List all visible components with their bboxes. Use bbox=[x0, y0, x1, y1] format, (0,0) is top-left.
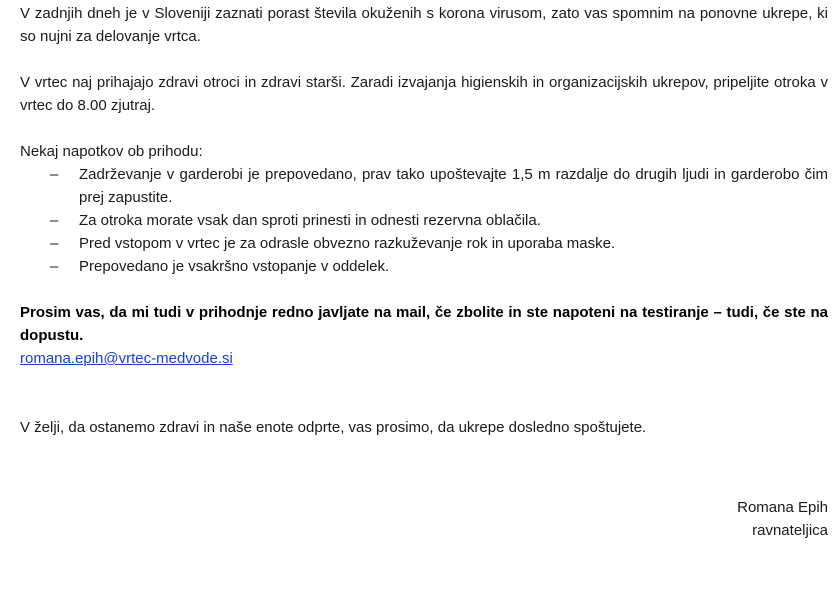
signature-title: ravnateljica bbox=[752, 522, 828, 539]
letter-body bbox=[20, 2, 828, 439]
list-item-text: Pred vstopom v vrtec je za odrasle obvezno razkuževanje rok in uporaba maske. bbox=[79, 235, 616, 252]
signature-name: Romana Epih bbox=[737, 499, 828, 516]
list-item-text: Za otroka morate vsak dan sproti prinesti in odnesti rezervna oblačila. bbox=[79, 212, 541, 229]
dash-bullet: – bbox=[50, 235, 59, 252]
list-item bbox=[20, 232, 828, 255]
dash-bullet: – bbox=[50, 166, 59, 183]
intro-paragraph: V zadnjih dneh je v Sloveniji zaznati porast števila okuženih s korona virusom, zato vas spomnim na ponovne ukrepe, ki so nujni za delovanje vrtca. bbox=[20, 5, 828, 45]
email-link[interactable]: romana.epih@vrtec-medvode.si bbox=[20, 350, 233, 367]
dash-bullet: – bbox=[50, 212, 59, 229]
list-item-text: Prepovedano je vsakršno vstopanje v oddelek. bbox=[79, 258, 390, 275]
list-item bbox=[20, 255, 828, 278]
list-item bbox=[20, 209, 828, 232]
signature-block bbox=[737, 496, 828, 542]
list-item bbox=[20, 163, 828, 209]
closing-paragraph: V želji, da ostanemo zdravi in naše enote odprte, vas prosimo, da ukrepe dosledno spoštujete. bbox=[20, 419, 647, 436]
arrival-paragraph: V vrtec naj prihajajo zdravi otroci in zdravi starši. Zaradi izvajanja higienskih in organizacijskih ukrepov, pripeljite otroka v vrtec do 8.00 zjutraj. bbox=[20, 74, 828, 114]
list-item-text: Zadrževanje v garderobi je prepovedano, prav tako upoštevajte 1,5 m razdalje do drugih ljudi in garderobo čim prej zapustite. bbox=[79, 166, 828, 206]
list-heading: Nekaj napotkov ob prihodu: bbox=[20, 143, 203, 160]
dash-bullet: – bbox=[50, 258, 59, 275]
bold-notice: Prosim vas, da mi tudi v prihodnje redno javljate na mail, če zbolite in ste napoteni na testiranje – tudi, če ste na dopustu. bbox=[20, 304, 828, 344]
instructions-list bbox=[20, 163, 828, 278]
